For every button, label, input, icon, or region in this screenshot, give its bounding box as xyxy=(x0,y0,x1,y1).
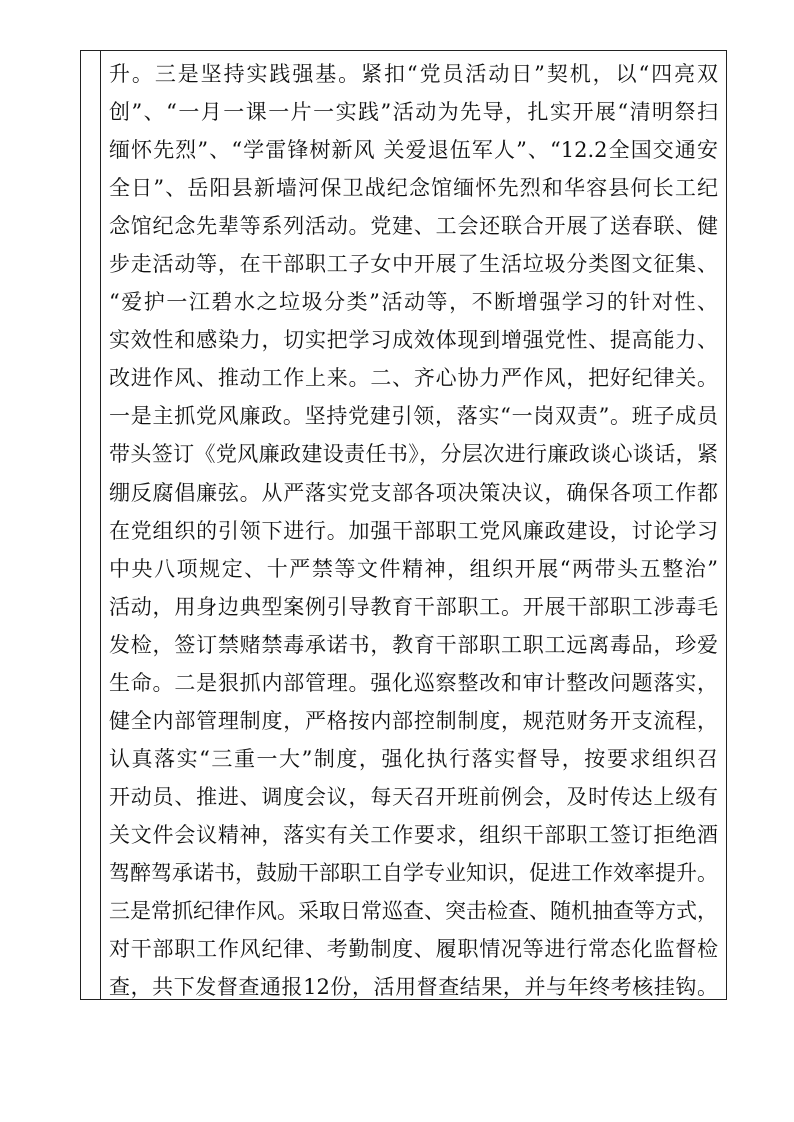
text-line: 步走活动等，在干部职工子女中开展了生活垃圾分类图文征集、 xyxy=(109,252,718,277)
table-content-cell xyxy=(101,51,726,999)
text-line: 创”、“一月一课一片一实践”活动为先导，扎实开展“清明祭扫 xyxy=(109,100,718,125)
text-line: 缅怀先烈”、“学雷锋树新风 关爱退伍军人”、“12.2全国交通安 xyxy=(109,138,718,163)
text-line: 认真落实“三重一大”制度，强化执行落实督导，按要求组织召 xyxy=(109,746,718,771)
text-line: 驾醉驾承诺书，鼓励干部职工自学专业知识，促进工作效率提升。 xyxy=(109,860,718,885)
text-line: 绷反腐倡廉弦。从严落实党支部各项决策决议，确保各项工作都 xyxy=(109,480,718,505)
text-line: 升。三是坚持实践强基。紧扣“党员活动日”契机，以“四亮双 xyxy=(109,62,718,86)
text-line: 活动，用身边典型案例引导教育干部职工。开展干部职工涉毒毛 xyxy=(109,594,718,619)
table-left-cell xyxy=(81,51,101,999)
text-line: 改进作风、推动工作上来。二、齐心协力严作风，把好纪律关。 xyxy=(109,366,718,391)
text-line: 中央八项规定、十严禁等文件精神，组织开展“两带头五整治” xyxy=(109,556,718,581)
text-line: 带头签订《党风廉政建设责任书》，分层次进行廉政谈心谈话，紧 xyxy=(109,442,718,467)
text-line: “爱护一江碧水之垃圾分类”活动等，不断增强学习的针对性、 xyxy=(109,290,718,315)
text-line: 发检，签订禁赌禁毒承诺书，教育干部职工职工远离毒品，珍爱 xyxy=(109,632,718,657)
text-line: 一是主抓党风廉政。坚持党建引领，落实“一岗双责”。班子成员 xyxy=(109,404,718,429)
text-line: 查，共下发督查通报12份，活用督查结果，并与年终考核挂钩。 xyxy=(109,975,718,1000)
text-line: 三是常抓纪律作风。采取日常巡查、突击检查、随机抽查等方式， xyxy=(109,899,718,924)
text-line: 实效性和感染力，切实把学习成效体现到增强党性、提高能力、 xyxy=(109,328,718,353)
text-line: 开动员、推进、调度会议，每天召开班前例会，及时传达上级有 xyxy=(109,784,718,809)
text-line: 关文件会议精神，落实有关工作要求，组织干部职工签订拒绝酒 xyxy=(109,822,718,847)
text-line: 念馆纪念先辈等系列活动。党建、工会还联合开展了送春联、健 xyxy=(109,214,718,239)
text-line: 对干部职工作风纪律、考勤制度、履职情况等进行常态化监督检 xyxy=(109,937,718,962)
text-line: 健全内部管理制度，严格按内部控制制度，规范财务开支流程， xyxy=(109,708,718,733)
document-table xyxy=(80,50,727,1000)
text-line: 在党组织的引领下进行。加强干部职工党风廉政建设，讨论学习 xyxy=(109,518,718,543)
text-line: 生命。二是狠抓内部管理。强化巡察整改和审计整改问题落实， xyxy=(109,670,718,695)
text-line: 全日”、岳阳县新墙河保卫战纪念馆缅怀先烈和华容县何长工纪 xyxy=(109,176,718,201)
